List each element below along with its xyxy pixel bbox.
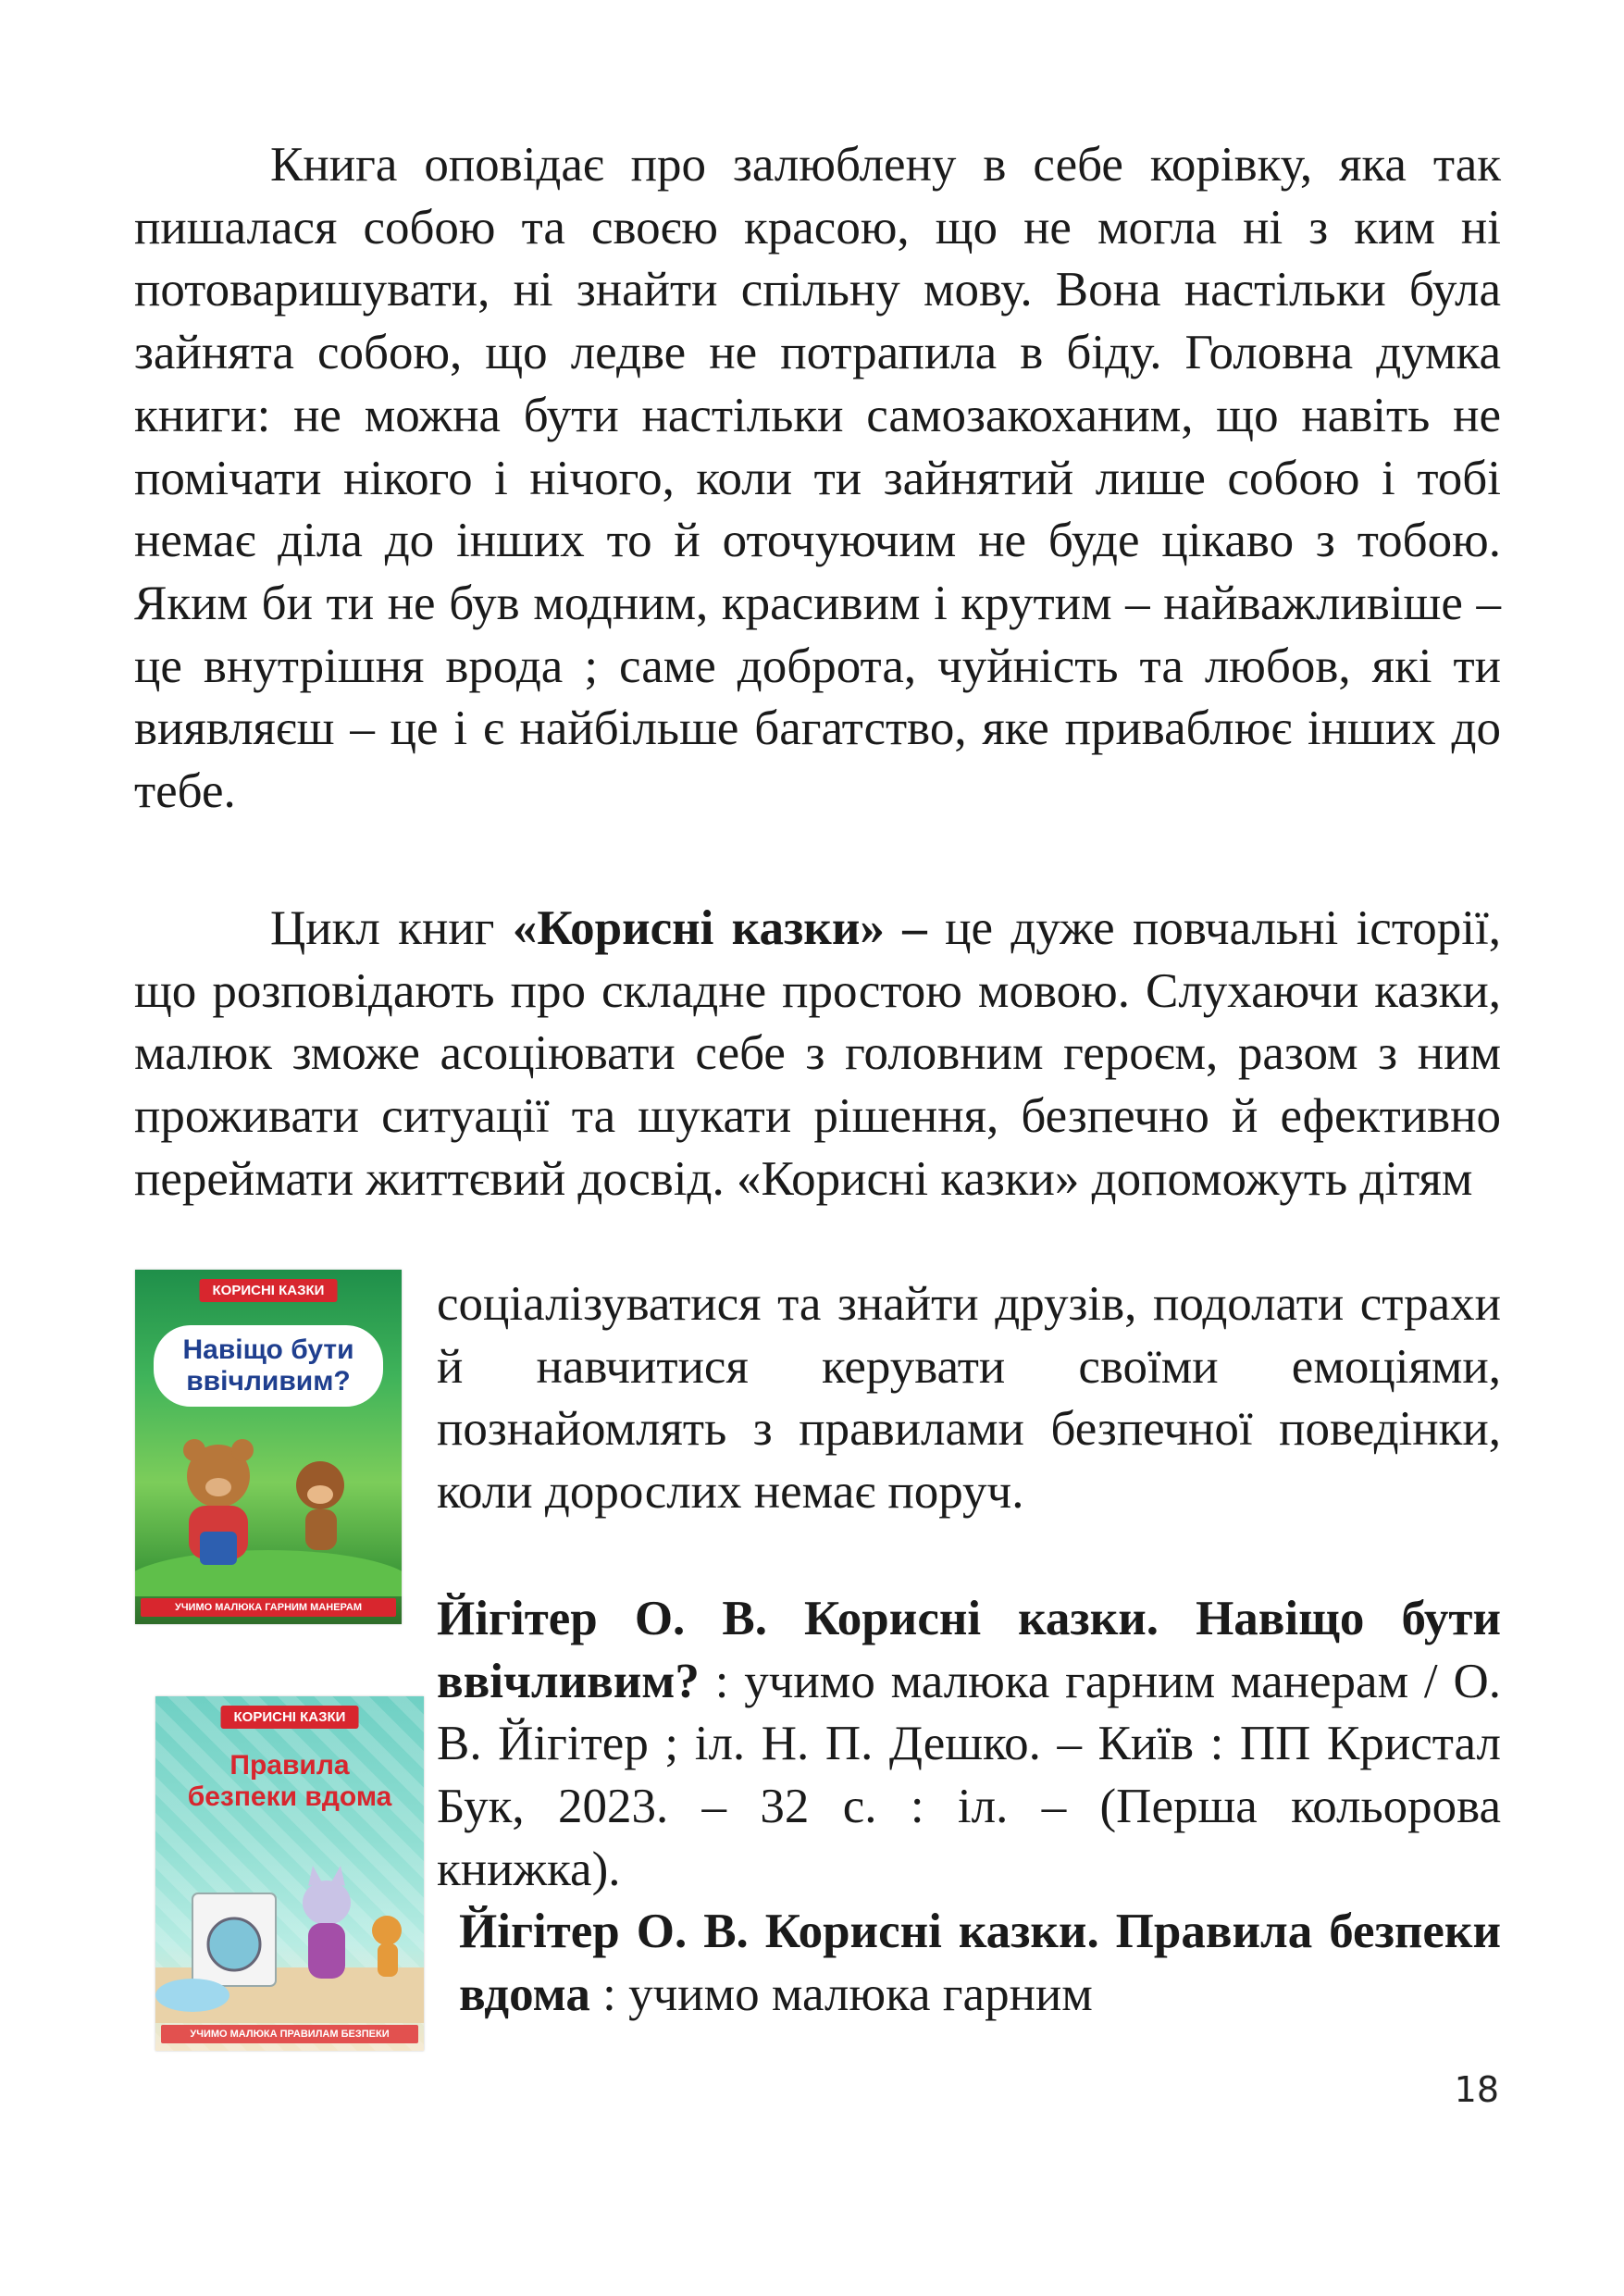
series-intro-rest: це дуже повчальні історії, що розповідають про складне простою мовою. Слухаючи казки, малюк зможе асоціювати себе з головним героєм, разом з ним проживати ситуації та шукати рішення, безпечно й ефективно переймати життєвий досвід. «Корисні казки» допоможуть дітям [134,901,1501,1206]
bibliography-entry [437,1588,1501,1902]
cover-footer-label: УЧИМО МАЛЮКА ГАРНИМ МАНЕРАМ [141,1598,396,1617]
cover-series-label: КОРИСНІ КАЗКИ [221,1706,359,1729]
paragraph-series-intro [134,898,1501,1211]
page-number: 18 [1454,2069,1499,2110]
bibliography-entry-details: : учимо малюка гарним [589,1967,1093,2021]
series-name-bold: «Корисні казки» – [512,901,927,955]
cover-illustration [135,1402,402,1596]
book-cover-image [155,1696,424,2051]
series-intro-lead: Цикл книг [270,901,513,955]
paragraph-book-description: Книга оповідає про залюблену в себе корівку, яка так пишалася собою та своєю красою, що не могла ні з ким ні потоваришувати, ні знайти спільну мову. Вона настільки була зайнята собою, що ледве не потрапила в біду. Головна думка книги: не можна бути настільки самозакоханим, що навіть не помічати нікого і нічого, коли ти зайнятий лише собою і тобі немає діла до інших то й оточуючим не буде цікаво з тобою. Яким би ти не був модним, красивим і крутим – найважливіше – це внутрішня врода ; саме доброта, чуйність та любов, які ти виявляєш – це і є найбільше багатство, яке приваблює інших до тебе. [134,138,1501,819]
cover-title: Правила безпеки вдома [187,1750,392,1812]
bibliography-entry-details: : учимо малюка гарним манерам / О. В. Йігітер ; іл. Н. П. Дешко. – Київ : ПП Кристал Бук, 2023. – 32 с. : іл. – (Перша кольорова книжка). [437,1654,1501,1896]
cover-illustration [155,1829,424,2023]
cover-title: Навіщо бути ввічливим? [154,1325,383,1407]
book-cover-image [135,1270,402,1624]
bibliography-entry-title: Йігітер О. В. Корисні казки. Навіщо бути ввічливим? [437,1592,1501,1708]
paragraph-series-benefits: соціалізуватися та знайти друзів, подолати страхи й навчитися керувати своїми емоціями, познайомлять з правилами безпечної поведінки, коли дорослих немає поруч. [437,1277,1501,1520]
cover-series-label: КОРИСНІ КАЗКИ [200,1279,338,1302]
bibliography-entry-title: Йігітер О. В. Корисні казки. Правила безпеки вдома [459,1905,1501,2021]
bibliography-entry [459,1901,1501,2026]
cover-footer-label: УЧИМО МАЛЮКА ПРАВИЛАМ БЕЗПЕКИ [161,2025,418,2043]
